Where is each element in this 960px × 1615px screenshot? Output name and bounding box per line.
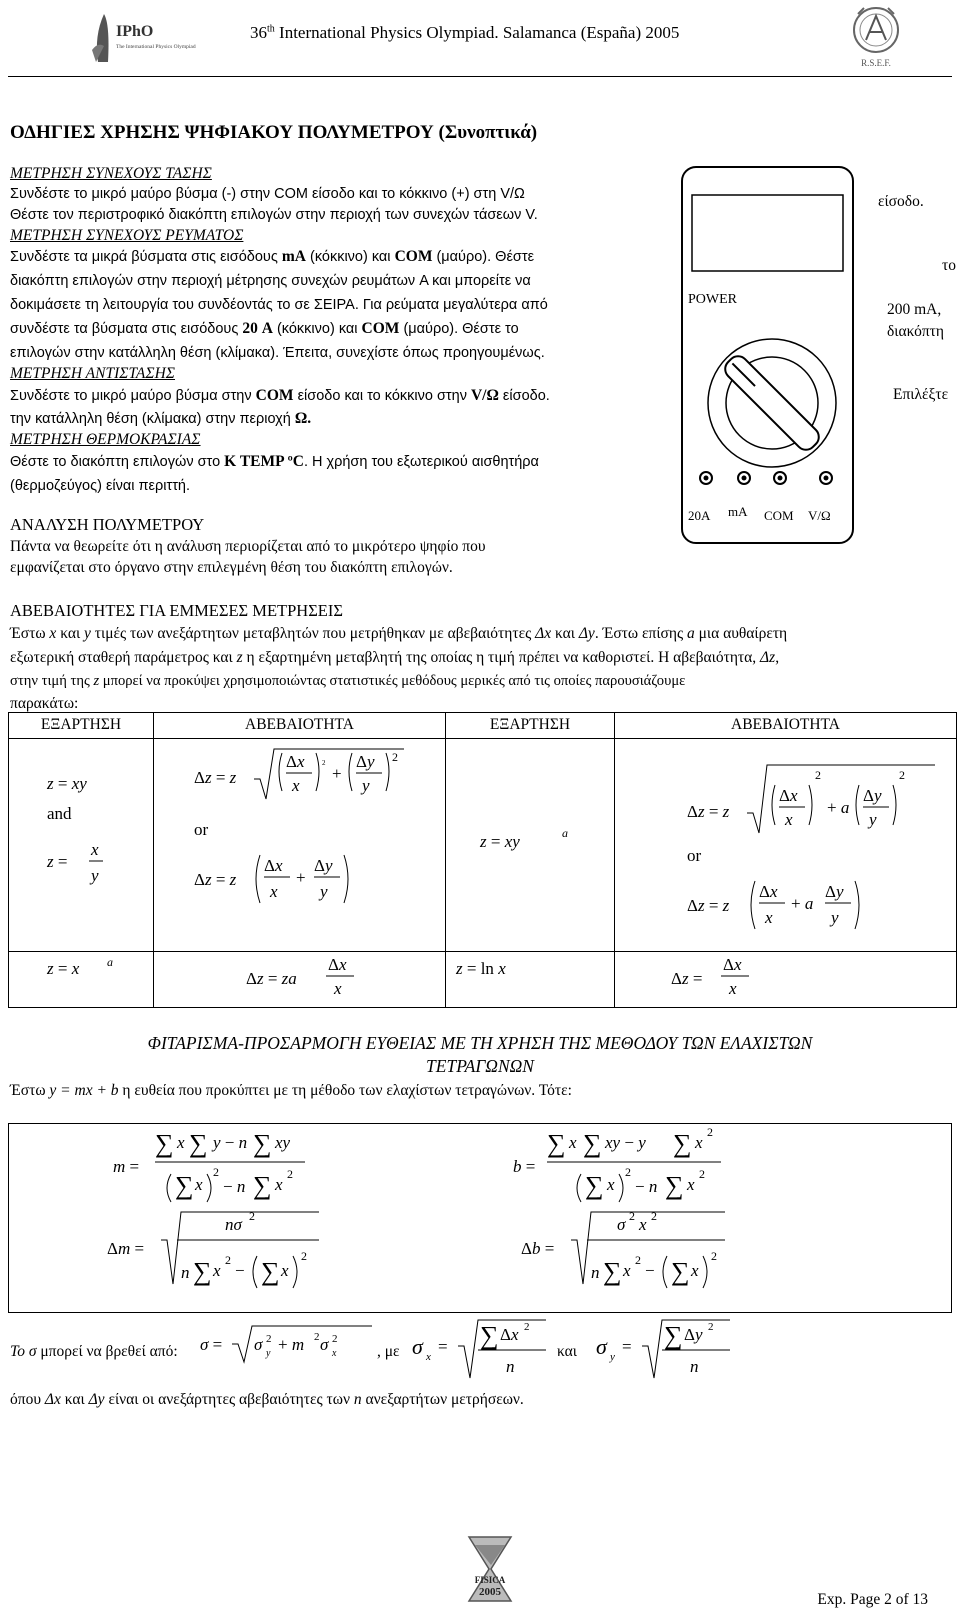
svg-text:x: x	[623, 1261, 631, 1280]
svg-text:m =: m =	[113, 1157, 140, 1176]
svg-text:x: x	[695, 1133, 703, 1152]
svg-text:x: x	[785, 810, 793, 829]
svg-text:2: 2	[629, 1209, 635, 1223]
svg-text:−: −	[235, 1261, 245, 1280]
current-line-2: διακόπτη επιλογών στην περιοχή μέτρησης συνεχών ρευμάτων A και μπορείτε να	[10, 273, 531, 289]
svg-text:n: n	[591, 1263, 600, 1282]
svg-text:Δx: Δx	[779, 786, 798, 805]
svg-text:∑: ∑	[664, 1321, 683, 1350]
power-label: POWER	[688, 292, 737, 307]
svg-text:x: x	[607, 1175, 615, 1194]
analysis-heading: ΑΝΑΛΥΣΗ ΠΟΛΥΜΕΤΡΟΥ	[10, 515, 205, 534]
svg-text:y − n: y − n	[213, 1133, 248, 1152]
unc-log	[615, 952, 957, 1007]
current-line-5: επιλογών στην κατάλληλη θέση (κλίμακα). Έπειτα, συνεχίστε όπως προηγουμένως.	[10, 345, 545, 361]
svg-text:z =: z =	[47, 852, 68, 871]
header-rule	[8, 76, 952, 77]
temperature-line-1: Θέστε το διακόπτη επιλογών στο K TEMP ºC. Η χρήση του εξωτερικού αισθητήρα	[10, 453, 539, 470]
svg-text:y: y	[831, 908, 839, 927]
sigma-y-formula	[596, 1316, 736, 1386]
least-squares-heading-2: ΤΕΤΡΑΓΩΝΩΝ	[426, 1056, 534, 1076]
current-line-1: Συνδέστε τα μικρά βύσματα στις εισόδους mA (κόκκινο) και COM (μαύρο). Θέστε	[10, 248, 535, 265]
analysis-line-2: εμφανίζεται στο όργανο στην επιλεγμένη θέση του διακόπτη επιλογών.	[10, 559, 453, 576]
resistance-line-1: Συνδέστε το μικρό μαύρο βύσμα στην COM είσοδο και το κόκκινο στην V/Ω είσοδο.	[10, 387, 550, 404]
svg-text:x: x	[195, 1175, 203, 1194]
svg-text:∑: ∑	[665, 1171, 684, 1200]
fisica-2005-logo	[455, 1533, 525, 1609]
where-line: όπου Δx και Δy είναι οι ανεξάρτητες αβεβαιότητες των n ανεξαρτήτων μετρήσεων.	[10, 1391, 524, 1408]
svg-text:x: x	[334, 979, 342, 999]
dep-product-quotient	[9, 739, 154, 952]
ipho-logo-sub: The International Physics Olympiad	[116, 44, 196, 50]
ipho-logo-text: IPhO	[116, 23, 154, 40]
jack-label-20a: 20A	[688, 508, 711, 523]
svg-text:x: x	[177, 1133, 185, 1152]
svg-text:x: x	[275, 1175, 283, 1194]
svg-text:Δx: Δx	[723, 955, 742, 975]
svg-text:=: =	[438, 1337, 448, 1356]
sigma-x-formula	[412, 1316, 552, 1386]
svg-text:2: 2	[266, 1333, 272, 1345]
unc-power-product	[615, 739, 957, 952]
svg-text:2: 2	[708, 1321, 714, 1333]
dep-power-product	[446, 739, 615, 952]
svg-text:x: x	[292, 776, 300, 795]
temperature-line-2: (θερμοζεύγος) είναι περιττή.	[10, 478, 191, 494]
resistance-heading: ΜΕΤΡΗΣΗ ΑΝΤΙΣΤΑΣΗΣ	[10, 365, 176, 382]
svg-text:Δz =: Δz =	[671, 969, 703, 989]
svg-text:∑: ∑	[261, 1257, 280, 1286]
dep-log	[446, 952, 615, 1007]
current-line-4: συνδέστε τα βύσματα στις εισόδους 20 A (κόκκινο) και COM (μαύρο). Θέστε το	[10, 320, 519, 337]
svg-text:2: 2	[213, 1165, 219, 1179]
col-header-uncertainty-2: ΑΒΕΒΑΙΟΤΗΤΑ	[615, 713, 957, 739]
multimeter-display	[692, 195, 843, 271]
svg-text:x: x	[281, 1261, 289, 1280]
analysis-line-1: Πάντα να θεωρείτε ότι η ανάλυση περιορίζεται από το μικρότερο ψηφίο που	[10, 538, 486, 555]
svg-text:x: x	[270, 882, 278, 901]
svg-text:σ: σ	[320, 1335, 329, 1354]
svg-text:− n: − n	[635, 1177, 658, 1196]
right-fragment-5: Επιλέξτε	[893, 386, 949, 403]
uncertainty-table	[8, 712, 957, 1008]
svg-text:Δy: Δy	[684, 1325, 703, 1344]
svg-text:x: x	[691, 1261, 699, 1280]
svg-text:y: y	[610, 1351, 615, 1363]
svg-text:Δy: Δy	[314, 856, 333, 875]
dep-power	[9, 952, 154, 1007]
svg-text:z = xy: z = xy	[47, 774, 87, 793]
svg-text:−: −	[645, 1261, 655, 1280]
fisica-logo-year: 2005	[479, 1586, 501, 1598]
voltage-line-2: Θέστε τον περιστροφικό διακόπτη επιλογών στην περιοχή των συνεχών τάσεων V.	[10, 207, 538, 223]
svg-text:Δy: Δy	[863, 786, 882, 805]
uncertainties-heading: ΑΒΕΒΑΙΟΤΗΤΕΣ ΓΙΑ ΕΜΜΕΣΕΣ ΜΕΤΡΗΣΕΙΣ	[10, 601, 343, 620]
conference-header: 36th International Physics Olympiad. Salamanca (España) 2005	[250, 23, 680, 42]
col-header-uncertainty-1: ΑΒΕΒΑΙΟΤΗΤΑ	[154, 713, 446, 739]
svg-text:2: 2	[332, 1333, 338, 1345]
right-fragment-1: είσοδο.	[878, 193, 924, 210]
right-fragment-3: 200 mA,	[887, 301, 942, 318]
current-line-3: δοκιμάσετε τη λειτουργία του συνδέοντάς το σε ΣΕΙΡΑ. Για ρεύματα μεγαλύτερα από	[10, 297, 548, 313]
svg-text:σ: σ	[254, 1335, 263, 1354]
svg-text:σ: σ	[617, 1215, 626, 1234]
svg-text:∑: ∑	[193, 1257, 212, 1286]
uncert-paragraph-line-3: στην τιμή της z μπορεί να προκύψει χρησιμοποιώντας στατιστικές μεθόδους μερικές από τις οποίες παρουσιάζουμε	[10, 673, 686, 689]
temperature-heading: ΜΕΤΡΗΣΗ ΘΕΡΜΟΚΡΑΣΙΑΣ	[10, 431, 201, 448]
svg-text:2: 2	[392, 750, 398, 764]
svg-text:2: 2	[651, 1209, 657, 1223]
svg-text:Δx: Δx	[759, 882, 778, 901]
svg-text:∑: ∑	[253, 1129, 272, 1158]
svg-text:2: 2	[815, 768, 821, 782]
svg-text:or: or	[687, 846, 702, 865]
svg-text:∑: ∑	[155, 1129, 174, 1158]
svg-text:a: a	[107, 955, 113, 970]
svg-text:Δz = za: Δz = za	[246, 969, 297, 989]
svg-text:n: n	[181, 1263, 190, 1282]
svg-text:σ: σ	[412, 1334, 423, 1359]
svg-text:2: 2	[899, 768, 905, 782]
least-squares-intro: Έστω y = mx + b η ευθεία που προκύπτει με τη μέθοδο των ελαχίστων τετραγώνων. Τότε:	[10, 1082, 572, 1099]
svg-text:2: 2	[699, 1167, 705, 1181]
svg-text:x: x	[569, 1133, 577, 1152]
svg-text:2: 2	[314, 1331, 320, 1343]
current-heading: ΜΕΤΡΗΣΗ ΣΥΝΕΧΟΥΣ ΡΕΥΜΑΤΟΣ	[10, 227, 244, 244]
sigma-formula	[196, 1320, 396, 1376]
svg-text:+: +	[296, 868, 306, 887]
uncert-paragraph-line-2: εξωτερική σταθερή παράμετρος και z η εξαρτημένη μεταβλητή της οποίας η τιμή πρέπει να καθοριστεί. Η αβεβαιότητα, Δz,	[10, 649, 780, 666]
svg-text:or: or	[194, 820, 209, 839]
svg-text:∑: ∑	[547, 1129, 566, 1158]
unc-product-quotient	[154, 739, 446, 952]
svg-text:2: 2	[322, 759, 326, 767]
svg-text:z = ln x: z = ln x	[456, 959, 506, 979]
least-squares-formula-box	[8, 1123, 952, 1313]
fisica-logo-text: FISICA	[474, 1575, 506, 1585]
svg-text:Δx: Δx	[500, 1325, 519, 1344]
svg-text:∑: ∑	[671, 1257, 690, 1286]
svg-text:Δz = z: Δz = z	[687, 802, 730, 821]
svg-text:Δx: Δx	[264, 856, 283, 875]
svg-text:2: 2	[287, 1167, 293, 1181]
svg-text:x: x	[91, 840, 99, 859]
svg-text:Δy: Δy	[356, 752, 375, 771]
svg-text:x: x	[765, 908, 773, 927]
svg-text:xy: xy	[275, 1133, 291, 1152]
svg-text:2: 2	[249, 1209, 255, 1223]
svg-text:n: n	[690, 1357, 699, 1376]
svg-text:Δz = z: Δz = z	[194, 870, 237, 889]
svg-text:Δm =: Δm =	[107, 1239, 145, 1258]
svg-text:2: 2	[524, 1321, 530, 1333]
svg-text:z = xy: z = xy	[480, 832, 520, 851]
svg-text:σ: σ	[596, 1334, 607, 1359]
resistance-line-2: την κατάλληλη θέση (κλίμακα) στην περιοχή Ω.	[10, 410, 312, 427]
svg-text:=: =	[622, 1337, 632, 1356]
ipho-logo	[88, 6, 196, 66]
least-squares-heading-1: ΦΙΤΑΡΙΣΜΑ-ΠΡΟΣΑΡΜΟΓΗ ΕΥΘΕΙΑΣ ΜΕ ΤΗ ΧΡΗΣΗ ΤΗΣ ΜΕΘΟΔΟΥ ΤΩΝ ΕΛΑΧΙΣΤΩΝ	[147, 1033, 813, 1053]
svg-text:∑: ∑	[189, 1129, 208, 1158]
svg-text:2: 2	[707, 1125, 713, 1139]
unc-power	[154, 952, 446, 1007]
voltage-line-1: Συνδέστε το μικρό μαύρο βύσμα (-) στην COM είσοδο και το κόκκινο (+) στη V/Ω	[10, 186, 525, 202]
svg-text:y: y	[91, 866, 99, 885]
svg-text:y: y	[320, 882, 328, 901]
svg-text:+ a: + a	[827, 798, 850, 817]
svg-text:+: +	[332, 764, 342, 783]
svg-text:2: 2	[225, 1253, 231, 1267]
svg-text:xy − y: xy − y	[605, 1133, 646, 1152]
right-fragment-4: διακόπτη	[887, 323, 944, 340]
svg-text:y: y	[362, 776, 370, 795]
svg-text:σ =: σ =	[200, 1335, 223, 1354]
svg-text:y: y	[869, 810, 877, 829]
svg-text:x: x	[639, 1215, 647, 1234]
svg-text:n: n	[506, 1357, 515, 1376]
jack-label-com: COM	[764, 508, 794, 523]
svg-text:Δz = z: Δz = z	[194, 768, 237, 787]
svg-text:2: 2	[625, 1165, 631, 1179]
svg-text:Δx: Δx	[328, 955, 347, 975]
uncert-paragraph-line-1: Έστω x και y τιμές των ανεξάρτητων μεταβλητών που μετρήθηκαν με αβεβαιότητες Δx και Δy. Έστω επίσης a μια αυθαίρετη	[10, 625, 788, 642]
jack-label-v-ohm: V/Ω	[808, 508, 831, 523]
page-number: Exp. Page 2 of 13	[817, 1591, 928, 1608]
svg-text:∑: ∑	[673, 1129, 692, 1158]
svg-text:a: a	[562, 826, 568, 840]
sigma-text-1: Το σ μπορεί να βρεθεί από:	[10, 1343, 178, 1360]
col-header-dependence-1: ΕΞΑΡΤΗΣΗ	[9, 713, 154, 739]
svg-text:+ a: + a	[791, 894, 814, 913]
sigma-and: και	[557, 1343, 577, 1360]
right-fragment-2: το	[942, 257, 956, 274]
col-header-dependence-2: ΕΞΑΡΤΗΣΗ	[446, 713, 615, 739]
rsef-logo	[836, 2, 916, 70]
svg-text:x: x	[332, 1348, 337, 1359]
svg-text:∑: ∑	[603, 1257, 622, 1286]
rsef-logo-text: R.S.E.F.	[861, 58, 891, 68]
svg-text:− n: − n	[223, 1177, 246, 1196]
multimeter-figure	[680, 165, 855, 545]
sigma-with: , με	[377, 1343, 400, 1360]
svg-text:Δx: Δx	[286, 752, 305, 771]
svg-text:∑: ∑	[175, 1171, 194, 1200]
svg-text:∑: ∑	[585, 1171, 604, 1200]
svg-text:x: x	[426, 1351, 431, 1363]
svg-text:2: 2	[635, 1253, 641, 1267]
svg-text:∑: ∑	[253, 1171, 272, 1200]
page-title: ΟΔΗΓΙΕΣ ΧΡΗΣΗΣ ΨΗΦΙΑΚΟΥ ΠΟΛΥΜΕΤΡΟΥ (Συνοπτικά)	[10, 122, 538, 143]
svg-text:z = x: z = x	[47, 959, 80, 979]
svg-text:Δz = z: Δz = z	[687, 896, 730, 915]
svg-text:and: and	[47, 804, 72, 823]
svg-text:y: y	[266, 1348, 271, 1359]
svg-text:2: 2	[711, 1249, 717, 1263]
svg-text:x: x	[729, 979, 737, 999]
svg-text:∑: ∑	[583, 1129, 602, 1158]
svg-text:x: x	[213, 1261, 221, 1280]
voltage-heading: ΜΕΤΡΗΣΗ ΣΥΝΕΧΟΥΣ ΤΑΣΗΣ	[10, 165, 212, 182]
svg-text:b =: b =	[513, 1157, 536, 1176]
jack-label-ma: mA	[728, 504, 748, 519]
svg-text:x: x	[687, 1175, 695, 1194]
uncert-paragraph-line-4: παρακάτω:	[10, 695, 79, 712]
svg-text:Δy: Δy	[825, 882, 844, 901]
svg-text:2: 2	[301, 1249, 307, 1263]
svg-text:+ m: + m	[278, 1335, 305, 1354]
svg-text:nσ: nσ	[225, 1215, 242, 1234]
svg-text:Δb =: Δb =	[521, 1239, 555, 1258]
svg-text:∑: ∑	[480, 1321, 499, 1350]
